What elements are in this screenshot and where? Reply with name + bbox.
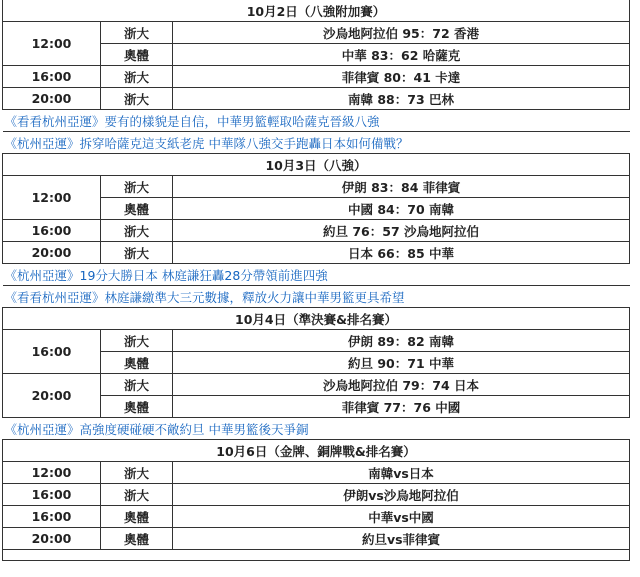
- game-time: 12:00: [3, 176, 101, 220]
- article-link-row: [3, 110, 630, 132]
- game-row: [3, 220, 630, 242]
- game-time: 16:00: [3, 220, 101, 242]
- article-link[interactable]: 《杭州亞運》拆穿哈薩克這支紙老虎 中華隊八強交手跑轟日本如何備戰？: [3, 132, 630, 154]
- game-venue: 奧體: [101, 528, 173, 550]
- game-time: 16:00: [3, 66, 101, 88]
- article-link[interactable]: 《杭州亞運》高強度硬碰硬不敵約旦 中華男籃後天爭銅: [3, 418, 630, 440]
- game-venue: 浙大: [101, 462, 173, 484]
- game-match: 伊朗vs沙烏地阿拉伯: [173, 484, 630, 506]
- game-venue: 奧體: [101, 352, 173, 374]
- game-row: [3, 506, 630, 528]
- game-match: 沙烏地阿拉伯 95：72 香港: [173, 22, 630, 44]
- game-match: 南韓 88：73 巴林: [173, 88, 630, 110]
- game-match: 菲律賓 77：76 中國: [173, 396, 630, 418]
- game-row: [3, 528, 630, 550]
- game-time: 20:00: [3, 374, 101, 418]
- article-link[interactable]: 《看看杭州亞運》要有的樣貌是自信，中華男籃輕取哈薩克晉級八強: [3, 110, 630, 132]
- game-match: 日本 66：85 中華: [173, 242, 630, 264]
- game-venue: 浙大: [101, 66, 173, 88]
- game-row: [3, 22, 630, 44]
- game-row: [3, 176, 630, 198]
- game-venue: 浙大: [101, 176, 173, 198]
- article-link[interactable]: 《杭州亞運》19分大勝日本 林庭謙狂轟28分帶領前進四強: [3, 264, 630, 286]
- game-time: 16:00: [3, 330, 101, 374]
- game-venue: 浙大: [101, 242, 173, 264]
- game-time: 20:00: [3, 88, 101, 110]
- game-row: [3, 330, 630, 352]
- game-match: 菲律賓 80：41 卡達: [173, 66, 630, 88]
- date-header-row: [3, 440, 630, 462]
- game-match: 中華 83：62 哈薩克: [173, 44, 630, 66]
- date-header: 10月6日（金牌、銅牌戰&排名賽）: [3, 440, 630, 462]
- game-row: [3, 66, 630, 88]
- game-venue: 奧體: [101, 198, 173, 220]
- game-time: 12:00: [3, 462, 101, 484]
- game-match: 南韓vs日本: [173, 462, 630, 484]
- game-time: 20:00: [3, 242, 101, 264]
- article-link-row: [3, 264, 630, 286]
- game-venue: 浙大: [101, 22, 173, 44]
- article-link-row: [3, 132, 630, 154]
- game-row: [3, 462, 630, 484]
- game-row: [3, 242, 630, 264]
- game-venue: 奧體: [101, 396, 173, 418]
- article-link-row: [3, 286, 630, 308]
- game-venue: 浙大: [101, 88, 173, 110]
- schedule-table: [2, 0, 630, 561]
- schedule-container: [2, 0, 630, 561]
- game-venue: 浙大: [101, 220, 173, 242]
- date-header: 10月3日（八強）: [3, 154, 630, 176]
- game-row: [3, 484, 630, 506]
- schedule-body: [3, 0, 630, 561]
- game-row: [3, 88, 630, 110]
- table-end-cell: [3, 550, 630, 561]
- game-match: 約旦 90：71 中華: [173, 352, 630, 374]
- game-match: 伊朗 83：84 菲律賓: [173, 176, 630, 198]
- game-row: [3, 374, 630, 396]
- game-venue: 奧體: [101, 506, 173, 528]
- game-venue: 浙大: [101, 330, 173, 352]
- article-link[interactable]: 《看看杭州亞運》林庭謙繳準大三元數據，釋放火力讓中華男籃更具希望: [3, 286, 630, 308]
- game-match: 伊朗 89：82 南韓: [173, 330, 630, 352]
- game-venue: 浙大: [101, 484, 173, 506]
- date-header-row: [3, 308, 630, 330]
- game-match: 中華vs中國: [173, 506, 630, 528]
- game-venue: 奧體: [101, 44, 173, 66]
- game-match: 約旦vs菲律賓: [173, 528, 630, 550]
- game-time: 20:00: [3, 528, 101, 550]
- date-header: 10月4日（準決賽&排名賽）: [3, 308, 630, 330]
- game-time: 16:00: [3, 506, 101, 528]
- date-header: 10月2日（八強附加賽）: [3, 0, 630, 22]
- table-end-row: [3, 550, 630, 561]
- game-match: 約旦 76：57 沙烏地阿拉伯: [173, 220, 630, 242]
- game-venue: 浙大: [101, 374, 173, 396]
- game-match: 中國 84：70 南韓: [173, 198, 630, 220]
- date-header-row: [3, 0, 630, 22]
- date-header-row: [3, 154, 630, 176]
- game-time: 16:00: [3, 484, 101, 506]
- game-time: 12:00: [3, 22, 101, 66]
- game-match: 沙烏地阿拉伯 79：74 日本: [173, 374, 630, 396]
- article-link-row: [3, 418, 630, 440]
